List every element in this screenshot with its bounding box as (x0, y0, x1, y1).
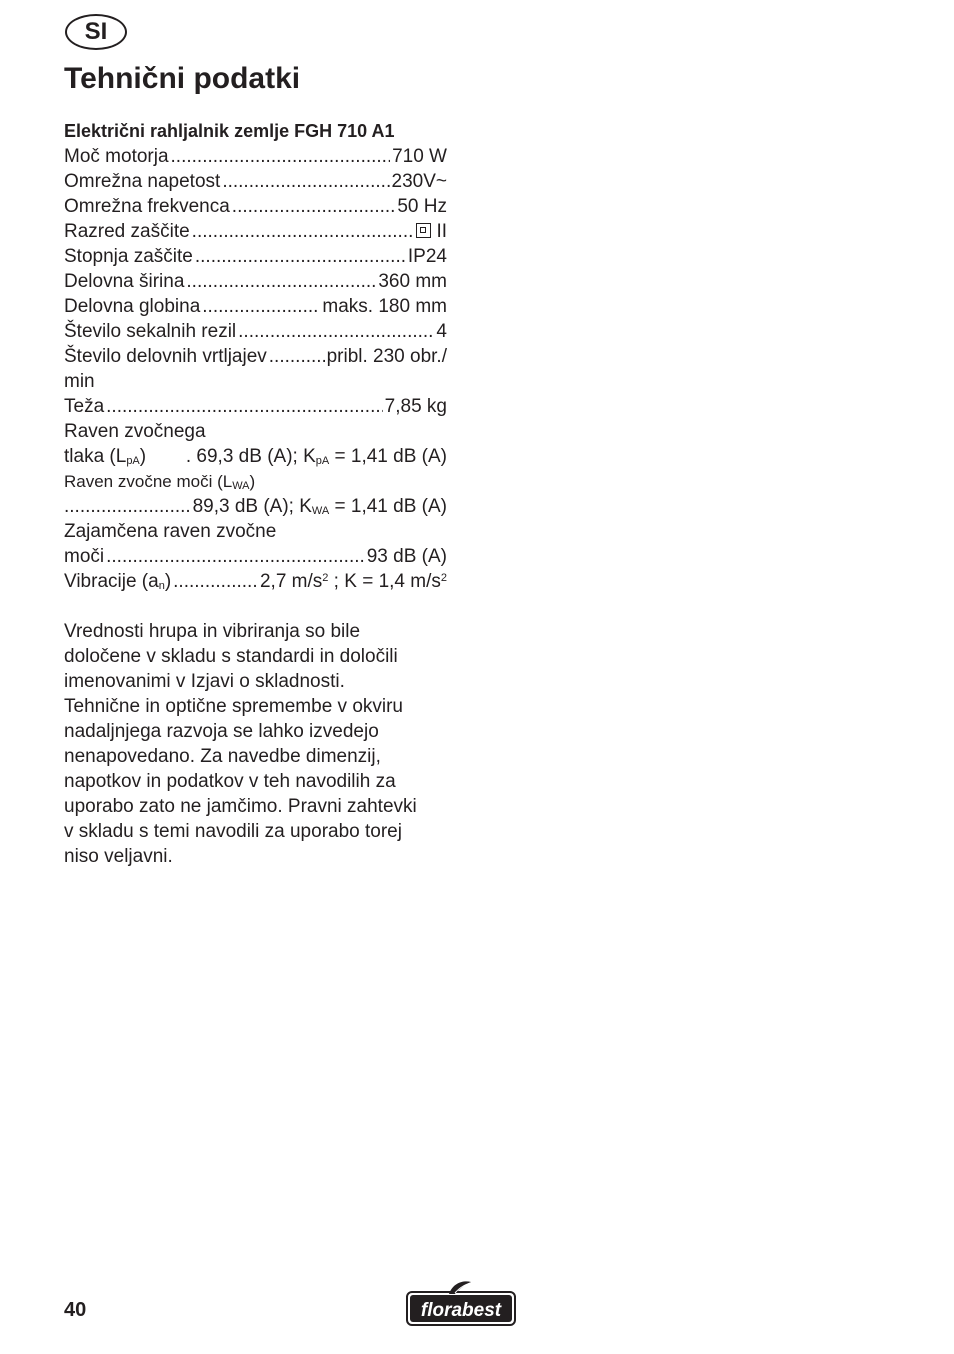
product-name: Električni rahljalnik zemlje FGH 710 A1 (64, 121, 395, 141)
dot-leader (64, 494, 191, 519)
dot-leader (171, 144, 391, 169)
spec-value: 4 (436, 321, 447, 342)
note-line: Vrednosti hrupa in vibriranja so bile (64, 621, 361, 642)
dot-leader (106, 544, 365, 569)
spec-row-blades (64, 319, 447, 344)
spec-value: maks. 180 mm (322, 296, 447, 317)
spec-value: 360 mm (378, 271, 447, 292)
spec-value: 93 dB (A) (366, 546, 447, 567)
note-line: uporabo zato ne jamčimo. Pravni zahtevki (64, 796, 417, 817)
spec-value (416, 219, 447, 244)
spec-row-depth (64, 294, 447, 319)
spec-value: 89,3 dB (A); $K_{WA} = 1,41$ dB (A) (192, 496, 447, 517)
spec-label: Število delovnih vrtljajev (64, 346, 267, 367)
dot-leader (238, 319, 434, 344)
note-line: v skladu s temi navodili za uporabo torej (64, 821, 402, 842)
spec-label: Vibracije $(a_n)$ (64, 571, 172, 592)
sound-power-heading: Raven zvočne moči $(L_{WA})$ (64, 472, 256, 492)
spec-label: Stopnja zaščite (64, 246, 193, 267)
dot-leader (269, 344, 325, 369)
dot-leader (173, 569, 258, 594)
spec-row-protection-class (64, 219, 447, 244)
spec-row-vibration (64, 569, 447, 594)
spec-row-guaranteed (64, 544, 447, 569)
dot-leader (202, 294, 320, 319)
note-line: nadaljnjega razvoja se lahko izvedejo (64, 721, 379, 742)
spec-row-frequency (64, 194, 447, 219)
dot-leader (186, 269, 376, 294)
spec-label: Delovna širina (64, 271, 185, 292)
spec-value: 230V~ (391, 171, 447, 192)
spec-value: 50 Hz (397, 196, 447, 217)
spec-row-sound-power (64, 494, 447, 519)
protection-class-value: II (436, 221, 447, 242)
spec-label: Teža (64, 396, 105, 417)
page-number: 40 (64, 1299, 87, 1321)
sound-pressure-heading: Raven zvočnega (64, 421, 206, 442)
spec-row-voltage (64, 169, 447, 194)
brand-text: florabest (420, 1300, 502, 1321)
spec-value: IP24 (407, 246, 447, 267)
dot-leader (192, 219, 415, 244)
spec-label: Omrežna napetost (64, 171, 221, 192)
rpm-continuation: min (64, 371, 95, 392)
dot-leader (232, 194, 396, 219)
note-line: določene v skladu s standardi in določili (64, 646, 398, 667)
page-title: Tehnični podatki (64, 62, 301, 95)
note-line: imenovanimi v Izjavi o skladnosti. (64, 671, 345, 692)
note-line: Tehnične in optične spremembe v okviru (64, 696, 404, 717)
spec-row-rpm (64, 344, 447, 369)
spec-value: 2,7 $m/s^2$ ; K = 1,4 $m/s^2$ (259, 571, 447, 592)
dot-leader (222, 169, 389, 194)
dot-leader (195, 244, 406, 269)
protection-class-icon (416, 223, 431, 238)
guaranteed-heading: Zajamčena raven zvočne (64, 521, 277, 542)
spec-label: Število sekalnih rezil (64, 321, 237, 342)
spec-label: Omrežna frekvenca (64, 196, 230, 217)
note-line: napotkov in podatkov v teh navodilih za (64, 771, 396, 792)
spec-value: 7,85 kg (384, 396, 447, 417)
spec-value: . 69,3 dB (A); $K_{pA} = 1,41$ dB (A) (185, 446, 447, 467)
spec-row-protection-degree (64, 244, 447, 269)
spec-label: Razred zaščite (64, 221, 190, 242)
spec-label: tlaka $(L_{pA})$ (64, 446, 147, 467)
language-badge: SI (65, 14, 127, 50)
spec-value: 710 W (392, 146, 447, 167)
notes-paragraph (64, 619, 447, 869)
spec-row-width (64, 269, 447, 294)
spec-label: Moč motorja (64, 146, 169, 167)
spec-label: moči (64, 546, 105, 567)
dot-leader (106, 394, 383, 419)
note-line: niso veljavni. (64, 846, 173, 867)
note-line: nenapovedano. Za navedbe dimenzij, (64, 746, 381, 767)
spec-row-weight (64, 394, 447, 419)
florabest-logo (405, 1280, 517, 1328)
spec-value: pribl. 230 obr./ (326, 346, 447, 367)
spec-label: Delovna globina (64, 296, 201, 317)
spec-section (64, 119, 447, 869)
spec-row-sound-pressure (64, 444, 447, 469)
spec-row-motor (64, 144, 447, 169)
